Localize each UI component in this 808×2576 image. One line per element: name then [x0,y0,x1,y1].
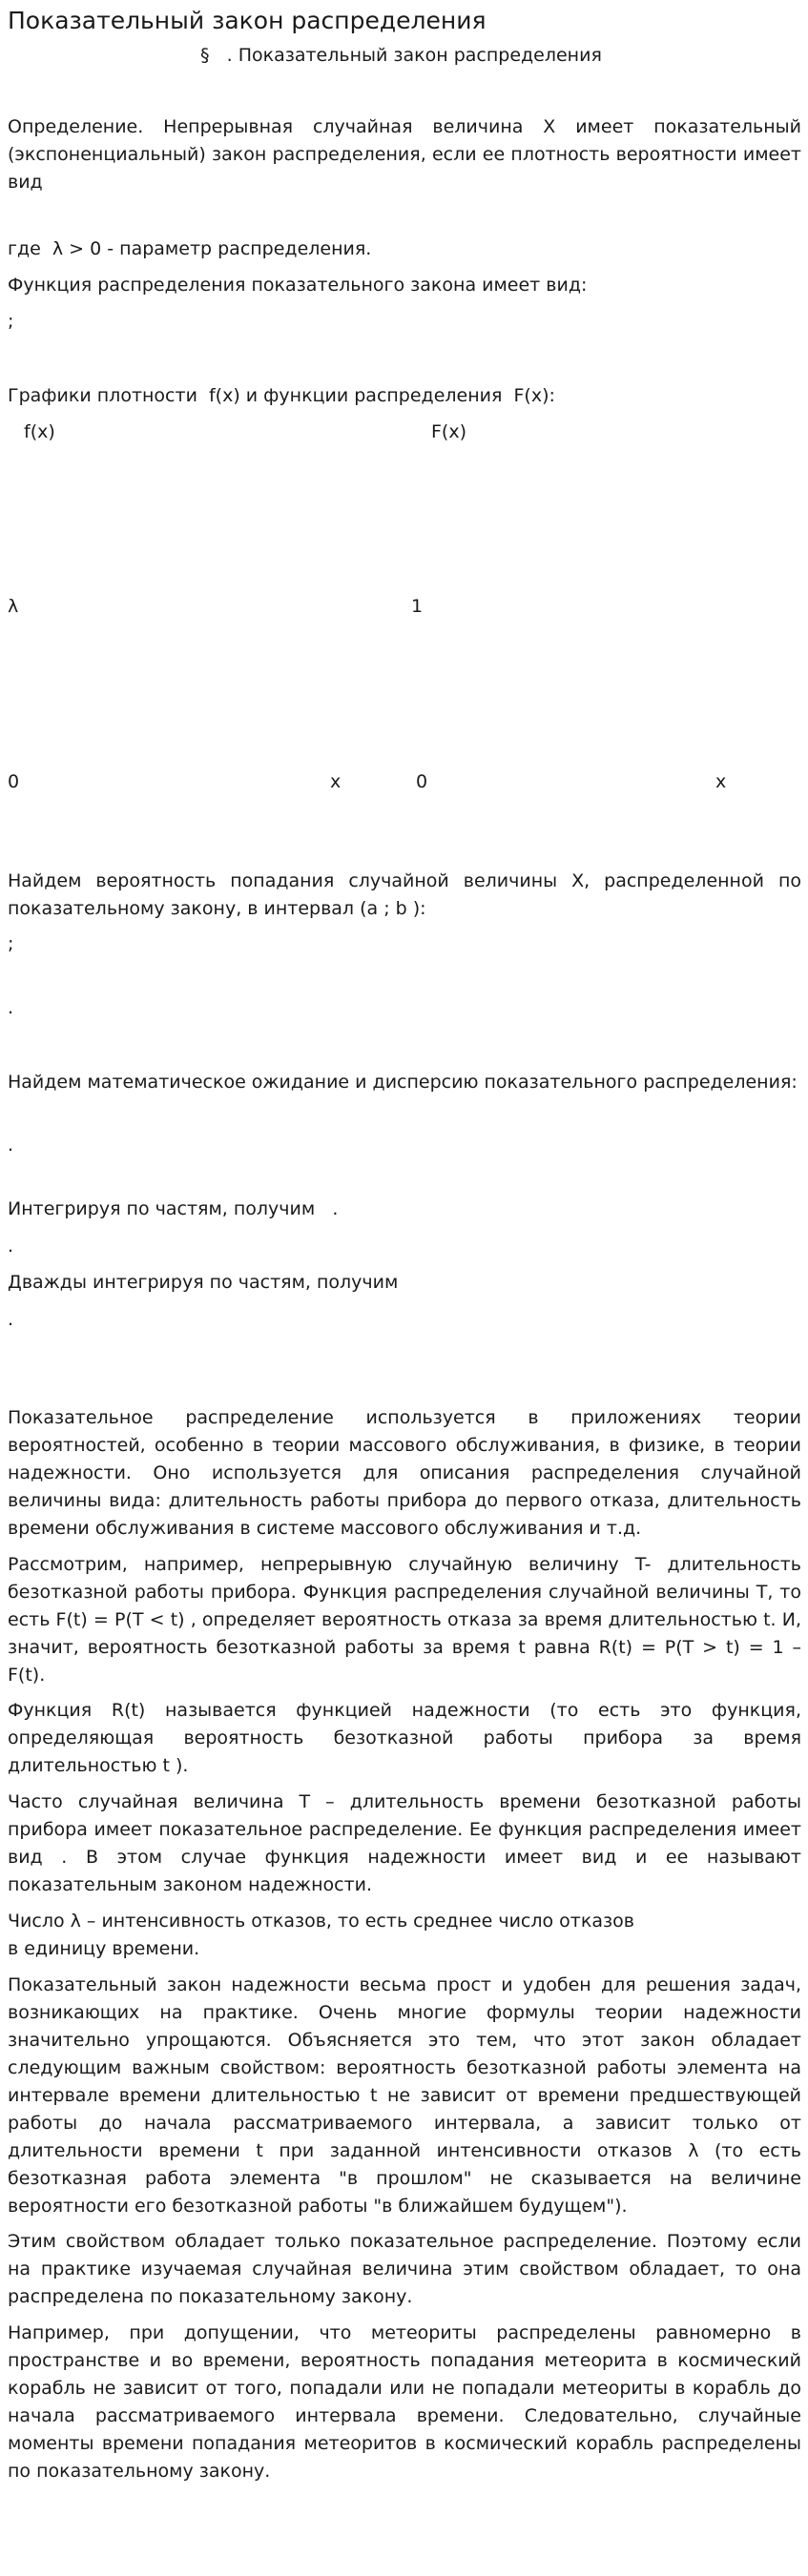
moments-dot-1: . [8,1135,14,1155]
integration-by-parts-2: Дважды интегрируя по частям, получим [8,1272,399,1293]
cdf-origin-label: 0 [416,771,428,792]
cdf-one-tick: 1 [411,596,424,617]
interval-semicolon: ; [8,933,14,954]
paragraph-exponential-reliability: Часто случайная величина T – длительность времени безотказной работы прибора имеет показательное распределение. Ее функция распределения имеет вид . В этом случае функция надежности имеет вид и ее называют показательным законом надежности. [8,1791,801,1895]
cdf-x-label: x [715,771,727,792]
cdf-y-label: F(x) [431,421,466,442]
paragraph-failure-rate: Число λ – интенсивность отказов, то есть среднее число отказов в единицу времени. [8,1911,634,1959]
density-x-label: x [330,771,342,792]
paragraph-memoryless-property: Показательный закон надежности весьма прост и удобен для решения задач, возникающих на практике. Очень многие формулы теории надежности значительно упрощаются. Объясняется это тем, что этот закон обладает следующим важным свойством: вероятность безотказной работы элемента на интервале времени длительностью t не зависит от времени предшествующей работы до начала рассматриваемого интервала, а зависит только от длительности времени t при заданной интенсивности отказов λ (то есть безотказная работа элемента "в прошлом" не сказывается на величине вероятности его безотказной работы "в ближайшем будущем"). [8,1974,801,2217]
definition-paragraph: Определение. Непрерывная случайная величина X имеет показательный (экспоненциальный) закон распределения, если ее плотность вероятности имеет вид [8,116,801,193]
paragraph-reliability-example: Рассмотрим, например, непрерывную случайную величину T- длительность безотказной работы прибора. Функция распределения случайной величины T, то есть F(t) = P(T < t) , определяет вероятность отказа за время длительностью t. И, значит, вероятность безотказной работы за время t равна R(t) = P(T > t) = 1 – F(t). [8,1554,801,1686]
graphs-caption: Графики плотности f(x) и функции распределения F(x): [8,385,555,406]
interval-dot: . [8,997,14,1018]
density-origin-label: 0 [8,771,20,792]
paragraph-uniqueness: Этим свойством обладает только показательное распределение. Поэтому если на практике изучаемая случайная величина этим свойством обладает, то она распределена по показательному закону. [8,2231,801,2307]
cdf-intro: Функция распределения показательного закона имеет вид: [8,275,588,296]
density-y-label: f(x) [24,421,55,442]
section-heading: § . Показательный закон распределения [200,45,602,66]
paragraph-applications: Показательное распределение используется в приложениях теории вероятностей, особенно в теории массового обслуживания, в физике, в теории надежности. Оно используется для описания распределения случайной величины вида: длительность работы прибора до первого отказа, длительность времени обслуживания в системе массового обслуживания и т.д. [8,1407,801,1539]
paragraph-meteorite-example: Например, при допущении, что метеориты распределены равномерно в пространстве и во времени, вероятность попадания метеорита в космический корабль не зависит от того, попадали или не попадали метеориты в корабль до начала рассматриваемого интервала времени. Следовательно, случайные моменты времени попадания метеоритов в космический корабль распределены по показательному закону. [8,2322,801,2482]
page-title: Показательный закон распределения [8,7,487,34]
moments-dot-3: . [8,1309,14,1330]
lambda-condition: где λ > 0 - параметр распределения. [8,238,372,259]
moments-paragraph: Найдем математическое ожидание и дисперсию показательного распределения: [8,1072,798,1093]
paragraph-reliability-function: Функция R(t) называется функцией надежности (то есть это функция, определяющая вероятность безотказной работы прибора за время длительностью t ). [8,1700,801,1776]
density-lambda-tick: λ [8,596,19,617]
cdf-semicolon: ; [8,311,14,332]
moments-dot-2: . [8,1236,14,1257]
integration-by-parts-1: Интегрируя по частям, получим . [8,1198,339,1219]
interval-paragraph: Найдем вероятность попадания случайной величины X, распределенной по показательному закону, в интервал (a ; b ): [8,870,801,919]
